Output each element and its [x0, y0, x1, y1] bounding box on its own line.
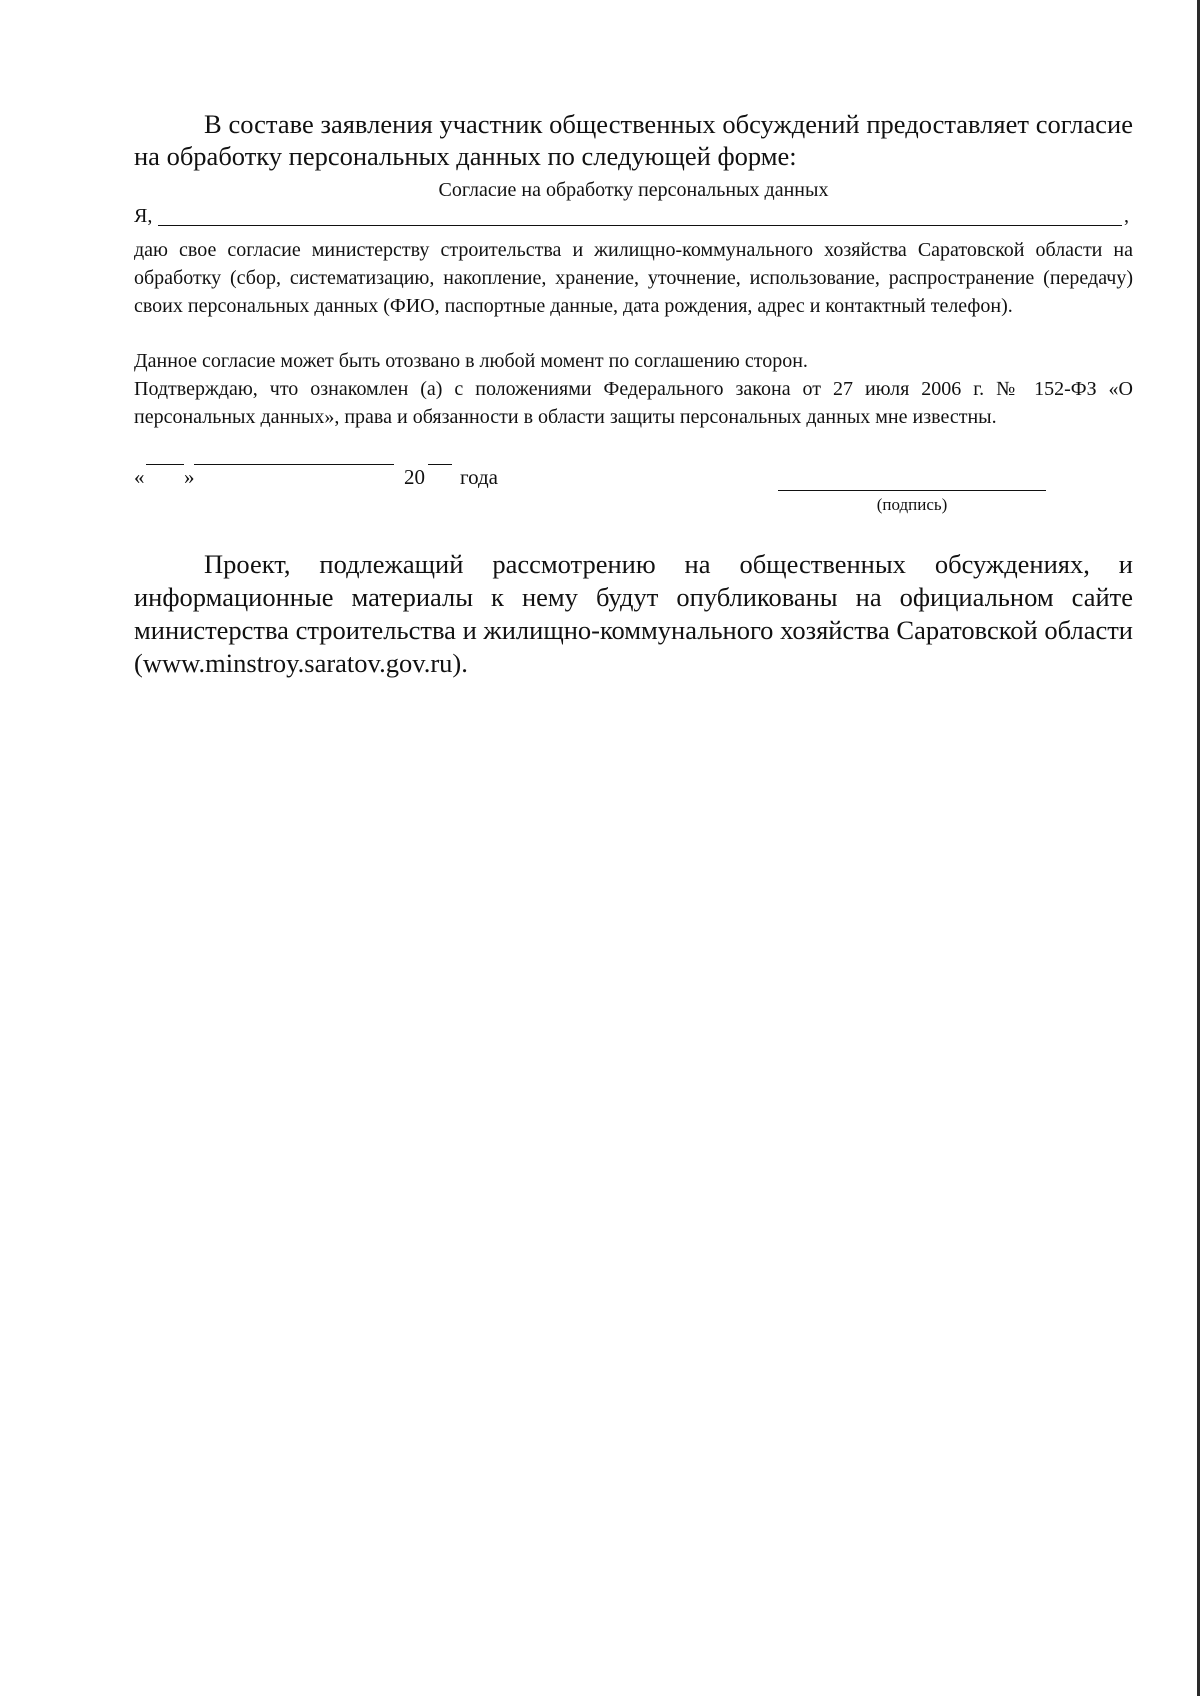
date-close-quote: »	[184, 465, 195, 489]
consent-body: даю свое согласие министерству строительства и жилищно-коммунального хозяйства Саратовской области на обработку (сбор, систематизацию, накопление, хранение, уточнение, использование, распространение (передачу) своих персональных данных (ФИО, паспортные данные, дата рождения, адрес и контактный телефон).	[134, 239, 1133, 317]
day-blank-line	[146, 464, 184, 465]
consent-confirmation: Подтверждаю, что ознакомлен (а) с положениями Федерального закона от 27 июля 2006 г. № 152-ФЗ «О персональных данных», права и обязанности в области защиты персональных данных мне известны.	[134, 378, 1133, 428]
month-blank-line	[194, 464, 394, 465]
year-suffix: года	[460, 465, 498, 489]
year-blank-line	[428, 464, 452, 465]
year-prefix: 20	[404, 465, 425, 489]
name-suffix: ,	[1124, 205, 1129, 227]
consent-form-title: Согласие на обработку персональных данных	[438, 179, 829, 201]
name-field-row	[134, 203, 1133, 229]
signature-line	[778, 490, 1046, 491]
consent-revocation: Данное согласие может быть отозвано в любой момент по соглашению сторон.	[134, 350, 808, 372]
date-open-quote: «	[134, 465, 145, 489]
name-prefix: Я,	[134, 205, 153, 227]
project-paragraph: Проект, подлежащий рассмотрению на общественных обсуждениях, и информационные материалы к нему будут опубликованы на официальном сайте министерства строительства и жилищно-коммунального хозяйства Саратовской области (www.minstroy.saratov.gov.ru).	[134, 549, 1133, 678]
signature-caption: (подпись)	[876, 495, 948, 514]
name-blank-line	[158, 225, 1122, 226]
intro-paragraph: В составе заявления участник общественных обсуждений предоставляет согласие на обработку персональных данных по следующей форме:	[134, 109, 1133, 171]
